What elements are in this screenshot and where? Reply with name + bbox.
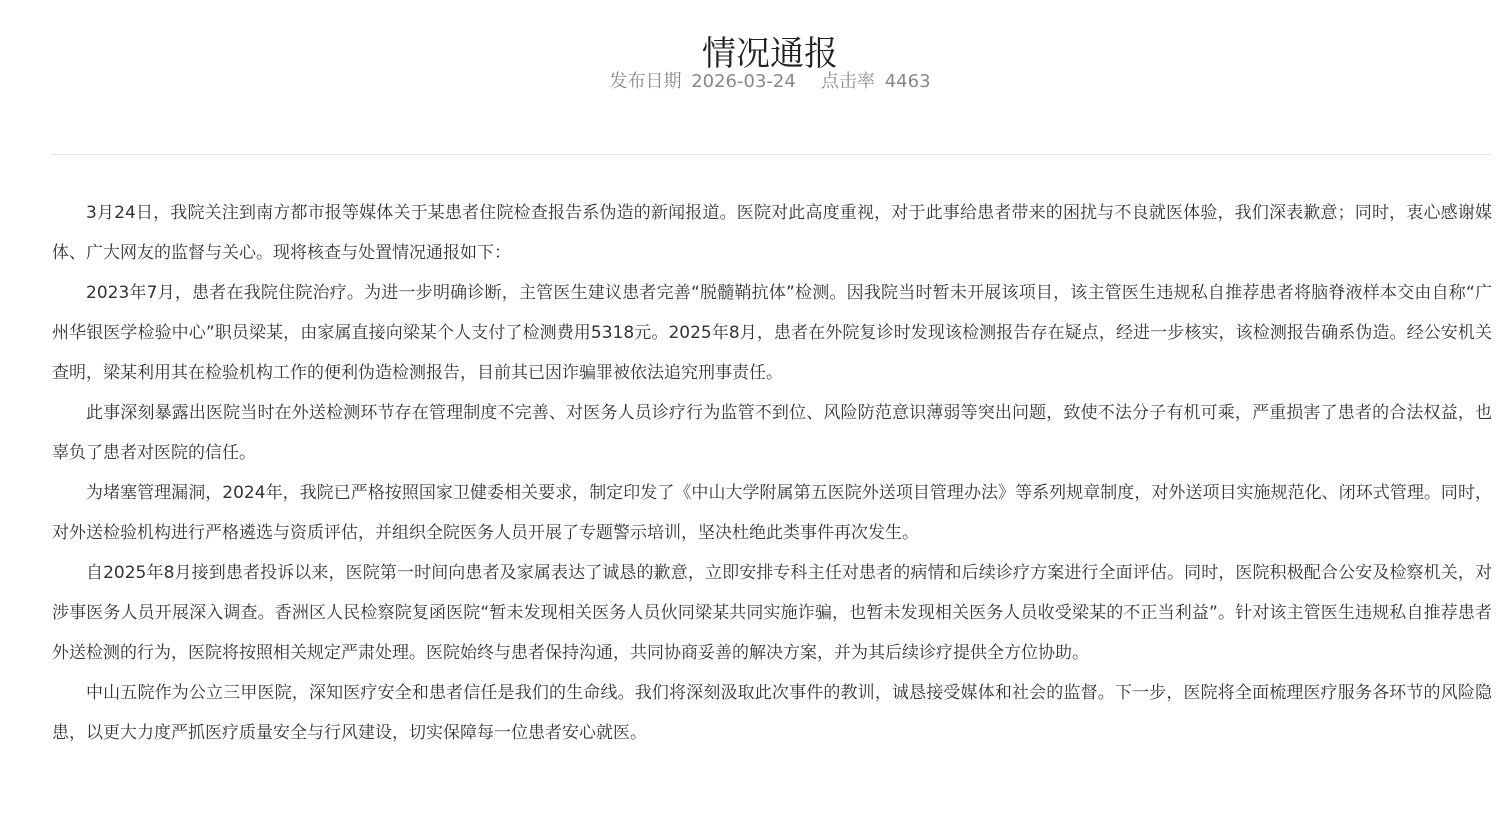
article-paragraph: 为堵塞管理漏洞，2024年，我院已严格按照国家卫健委相关要求，制定印发了《中山大学附属第五医院外送项目管理办法》等系列规章制度，对外送项目实施规范化、闭环式管理。同时，对外送检验机构进行严格遴选与资质评估，并组织全院医务人员开展了专题警示培训，坚决杜绝此类事件再次发生。 [52,483,1492,543]
article-body [52,193,1492,753]
article-paragraph: 中山五院作为公立三甲医院，深知医疗安全和患者信任是我们的生命线。我们将深刻汲取此次事件的教训，诚恳接受媒体和社会的监督。下一步，医院将全面梳理医疗服务各环节的风险隐患，以更大力度严抓医疗质量安全与行风建设，切实保障每一位患者安心就医。 [52,683,1492,743]
article-meta [0,70,1500,94]
publish-date-label: 发布日期 [609,71,682,92]
article-paragraph: 2023年7月，患者在我院住院治疗。为进一步明确诊断，主管医生建议患者完善“脱髓鞘抗体”检测。因我院当时暂未开展该项目，该主管医生违规私自推荐患者将脑脊液样本交由自称“广州华银医学检验中心”职员梁某，由家属直接向梁某个人支付了检测费用5318元。2025年8月，患者在外院复诊时发现该检测报告存在疑点，经进一步核实，该检测报告确系伪造。经公安机关查明，梁某利用其在检验机构工作的便利伪造检测报告，目前其已因诈骗罪被依法追究刑事责任。 [52,283,1492,383]
page-title: 情况通报 [702,33,838,74]
header-divider [51,154,1491,155]
article-paragraph: 自2025年8月接到患者投诉以来，医院第一时间向患者及家属表达了诚恳的歉意，立即安排专科主任对患者的病情和后续诊疗方案进行全面评估。同时，医院积极配合公安及检察机关，对涉事医务人员开展深入调查。香洲区人民检察院复函医院“暂未发现相关医务人员伙同梁某共同实施诈骗，也暂未发现相关医务人员收受梁某的不正当利益”。针对该主管医生违规私自推荐患者外送检测的行为，医院将按照相关规定严肃处理。医院始终与患者保持沟通，共同协商妥善的解决方案，并为其后续诊疗提供全方位协助。 [52,563,1492,663]
publish-date: 2026-03-24 [691,71,796,92]
article-paragraph: 3月24日，我院关注到南方都市报等媒体关于某患者住院检查报告系伪造的新闻报道。医院对此高度重视，对于此事给患者带来的困扰与不良就医体验，我们深表歉意；同时，衷心感谢媒体、广大网友的监督与关心。现将核查与处置情况通报如下： [52,203,1492,263]
article-paragraph: 此事深刻暴露出医院当时在外送检测环节存在管理制度不完善、对医务人员诊疗行为监管不到位、风险防范意识薄弱等突出问题，致使不法分子有机可乘，严重损害了患者的合法权益，也辜负了患者对医院的信任。 [52,403,1492,463]
click-count-label: 点击率 [821,71,875,92]
click-count: 4463 [884,71,931,92]
